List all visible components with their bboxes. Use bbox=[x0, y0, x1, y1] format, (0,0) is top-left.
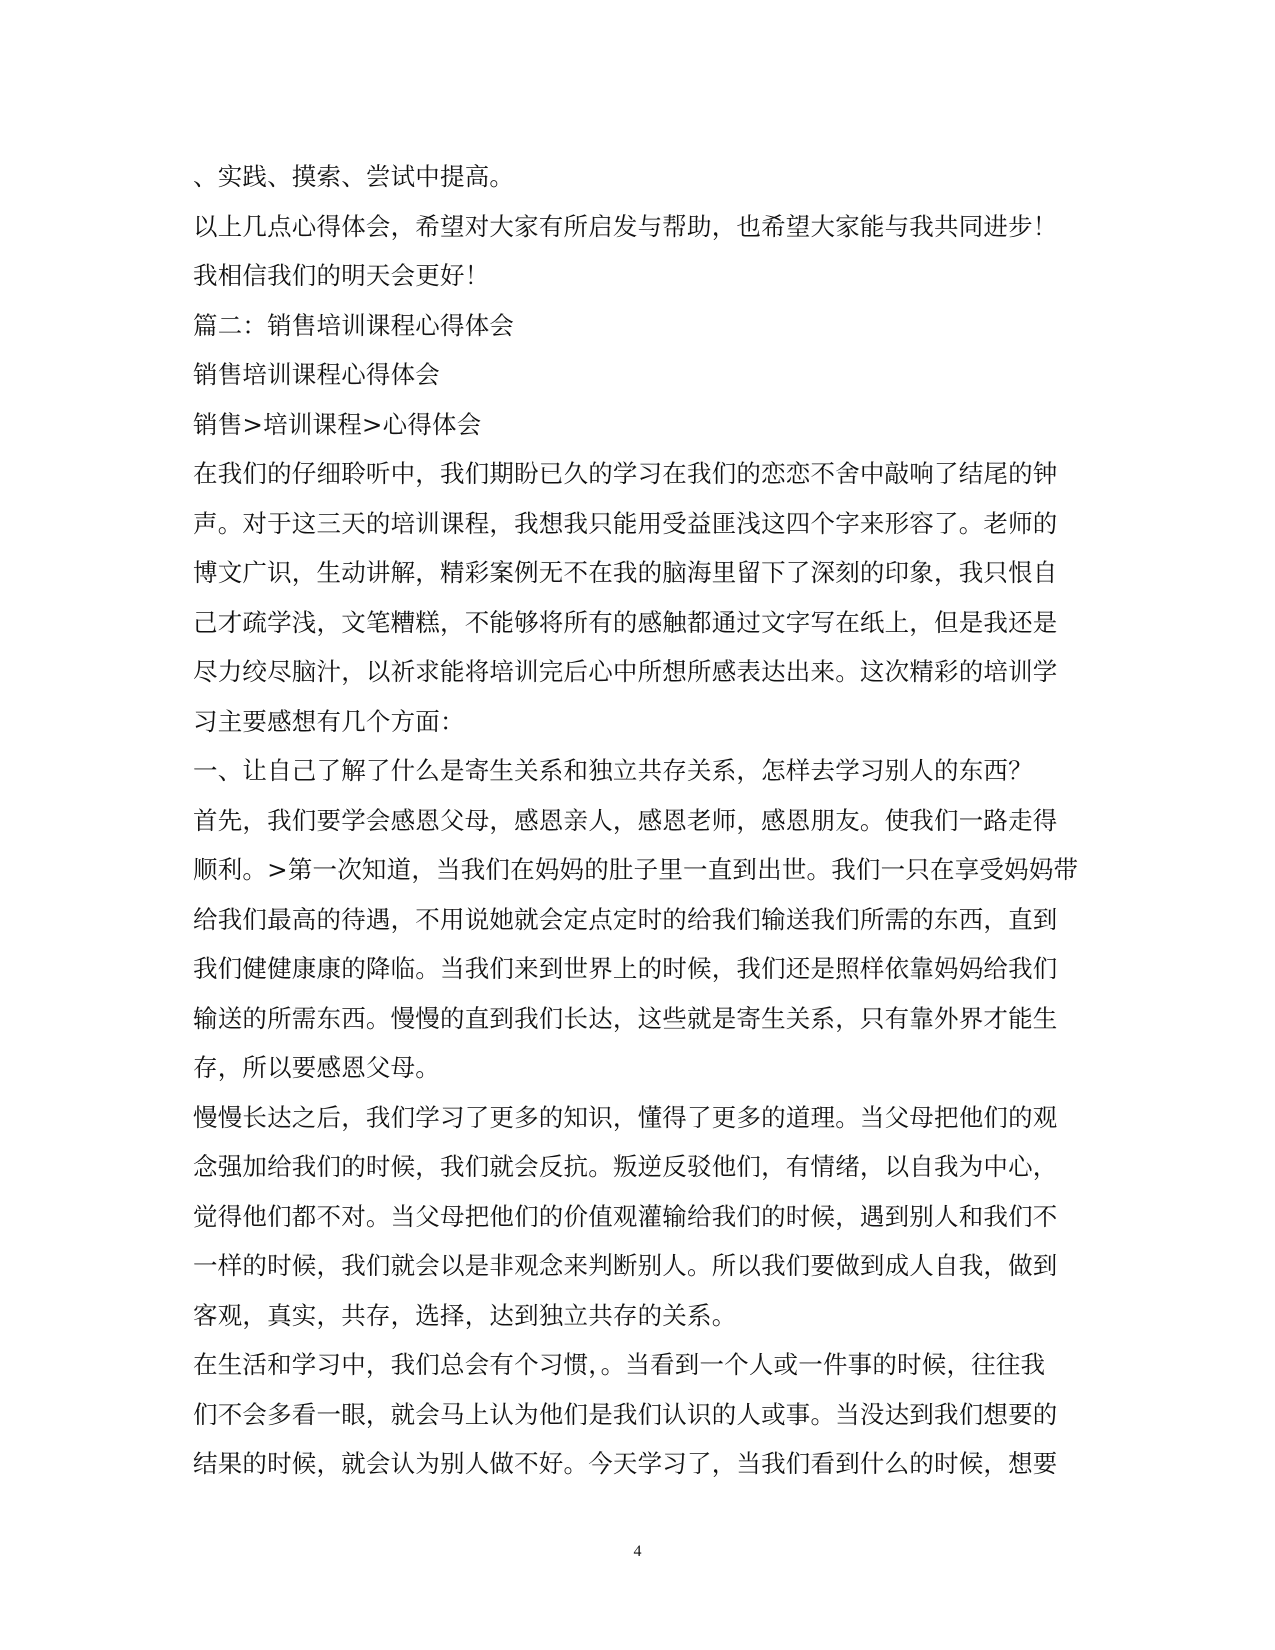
text-line: 在生活和学习中，我们总会有个习惯，。当看到一个人或一件事的时候，往往我 bbox=[193, 1350, 1046, 1379]
text-line: 输送的所需东西。慢慢的直到我们长达，这些就是寄生关系，只有靠外界才能生 bbox=[193, 1003, 1058, 1033]
text-line: 我们健健康康的降临。当我们来到世界上的时候，我们还是照样依靠妈妈给我们 bbox=[193, 954, 1058, 983]
text-line: 以上几点心得体会，希望对大家有所启发与帮助，也希望大家能与我共同进步！ bbox=[193, 211, 1058, 241]
article-title: 销售培训课程心得体会 bbox=[193, 360, 440, 389]
text-line: 博文广识，生动讲解，精彩案例无不在我的脑海里留下了深刻的印象，我只恨自 bbox=[193, 558, 1058, 587]
section-heading: 篇二：销售培训课程心得体会 bbox=[193, 310, 515, 340]
text-line: 我相信我们的明天会更好！ bbox=[193, 261, 490, 290]
text-line: 在我们的仔细聆听中，我们期盼已久的学习在我们的恋恋不舍中敲响了结尾的钟 bbox=[193, 459, 1058, 488]
text-line: 觉得他们都不对。当父母把他们的价值观灌输给我们的时候，遇到别人和我们不 bbox=[193, 1201, 1058, 1231]
text-line: 顺利。>第一次知道，当我们在妈妈的肚子里一直到出世。我们一只在享受妈妈带 bbox=[193, 855, 1079, 884]
text-line: 声。对于这三天的培训课程，我想我只能用受益匪浅这四个字来形容了。老师的 bbox=[193, 508, 1058, 538]
text-line: 慢慢长达之后，我们学习了更多的知识，懂得了更多的道理。当父母把他们的观 bbox=[193, 1102, 1058, 1132]
subsection-heading: 一、让自己了解了什么是寄生关系和独立共存关系，怎样去学习别人的东西？ bbox=[193, 756, 1033, 785]
text-line: 、实践、摸索、尝试中提高。 bbox=[193, 162, 515, 191]
text-line: 给我们最高的待遇，不用说她就会定点定时的给我们输送我们所需的东西，直到 bbox=[193, 904, 1058, 934]
text-line: 存，所以要感恩父母。 bbox=[193, 1053, 440, 1082]
breadcrumb: 销售>培训课程>心得体会 bbox=[193, 409, 482, 439]
text-line: 们不会多看一眼，就会马上认为他们是我们认识的人或事。当没达到我们想要的 bbox=[193, 1399, 1058, 1429]
page-number: 4 bbox=[633, 1543, 642, 1560]
text-line: 尽力绞尽脑汁，以祈求能将培训完后心中所想所感表达出来。这次精彩的培训学 bbox=[193, 657, 1058, 686]
text-line: 首先，我们要学会感恩父母，感恩亲人，感恩老师，感恩朋友。使我们一路走得 bbox=[193, 805, 1058, 835]
document-body bbox=[193, 152, 1083, 1489]
text-line: 客观，真实，共存，选择，达到独立共存的关系。 bbox=[193, 1300, 737, 1330]
text-line: 己才疏学浅，文笔糟糕，不能够将所有的感触都通过文字写在纸上，但是我还是 bbox=[193, 607, 1058, 637]
text-line: 习主要感想有几个方面： bbox=[193, 706, 465, 736]
text-line: 结果的时候，就会认为别人做不好。今天学习了，当我们看到什么的时候，想要 bbox=[193, 1449, 1058, 1478]
text-line: 一样的时候，我们就会以是非观念来判断别人。所以我们要做到成人自我，做到 bbox=[193, 1251, 1058, 1280]
text-line: 念强加给我们的时候，我们就会反抗。叛逆反驳他们，有情绪，以自我为中心， bbox=[193, 1152, 1058, 1181]
